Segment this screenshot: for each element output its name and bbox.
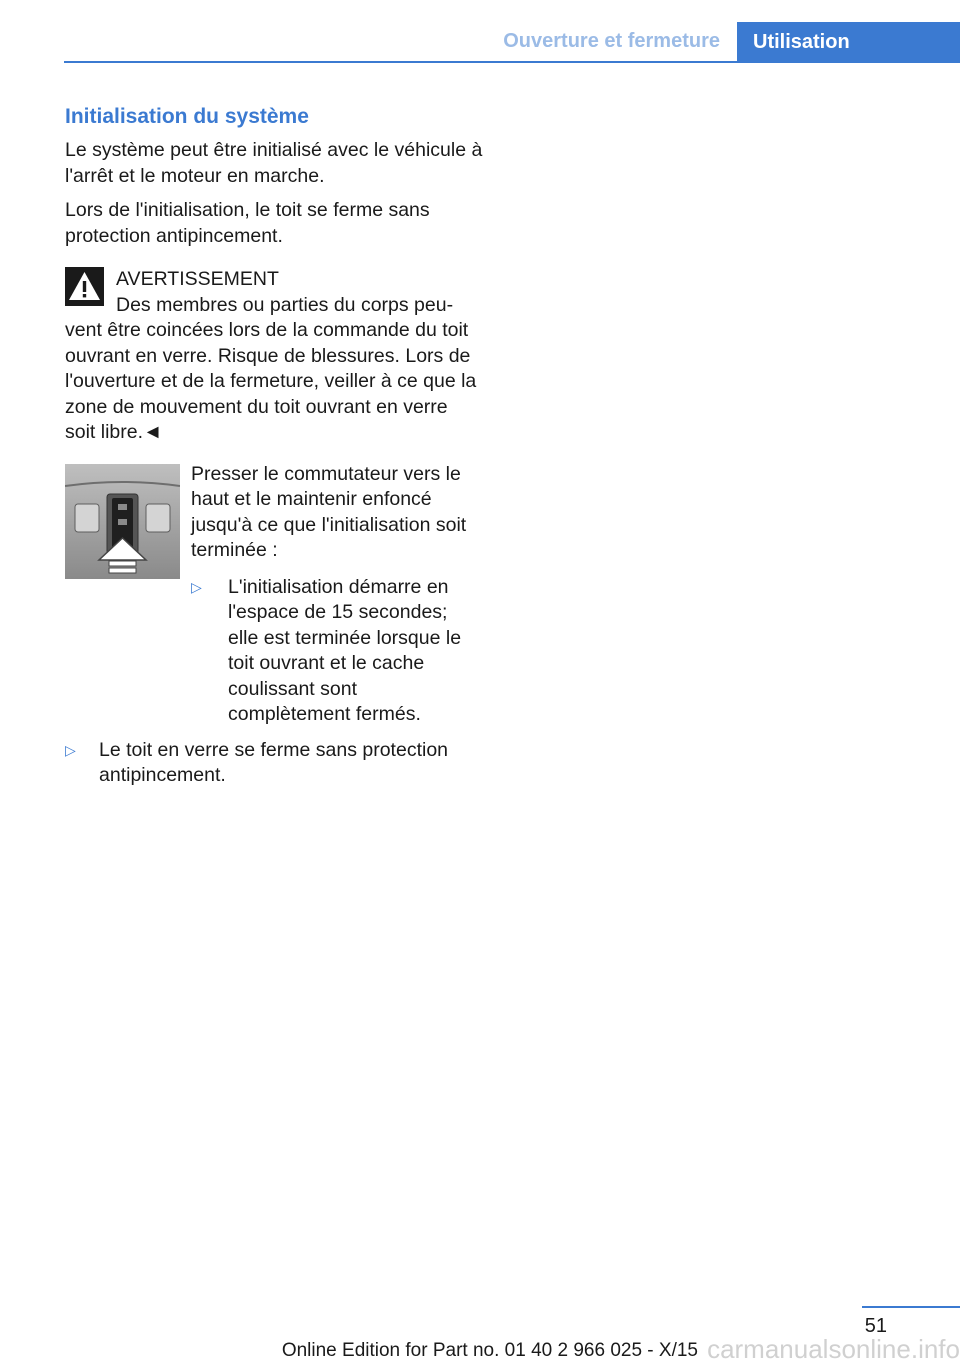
bullet-item-2 xyxy=(65,738,483,789)
warning-first-line: Des membres ou parties du corps peu- xyxy=(116,293,454,316)
watermark: carmanualsonline.info xyxy=(707,1334,960,1364)
page-number: 51 xyxy=(864,1315,887,1337)
section-heading: Initialisation du système xyxy=(65,105,309,128)
header-section-title: Ouverture et fermeture xyxy=(503,30,720,52)
bullet-text: L'initialisation démarre en l'espace de 15 secondes; elle est terminée lorsque le toit ouvrant et le cache coulissant sont complètement fermés. xyxy=(228,575,462,725)
bullet-text: Le toit en verre se ferme sans protection antipincement. xyxy=(99,738,449,786)
warning-triangle-icon xyxy=(65,267,104,306)
instruction-text: Presser le commutateur vers le haut et le maintenir enfoncé jusqu'à ce que l'initialisation soit terminée : xyxy=(191,462,467,561)
main-column xyxy=(65,103,483,789)
footer-rule xyxy=(862,1306,960,1308)
header-rule xyxy=(64,61,960,63)
instruction-text-block xyxy=(191,462,483,728)
bullet-triangle-icon: ▷ xyxy=(191,578,202,595)
paragraph-intro: Le système peut être initialisé avec le véhicule à l'arrêt et le moteur en marche. xyxy=(65,139,483,187)
roof-switch-illustration xyxy=(65,464,180,579)
warning-block xyxy=(65,267,483,446)
bullet-item-1 xyxy=(191,575,483,728)
warning-text: vent être coincées lors de la commande du toit ouvrant en verre. Risque de blessures. Lors de l'ouverture et de la fermeture, veiller à ce que la zone de mouvement du toit ouvrant en verre soit libre.◄ xyxy=(65,319,477,443)
bullet-triangle-icon: ▷ xyxy=(65,741,76,758)
header-chapter-tab: Utilisation xyxy=(737,22,960,62)
instruction-row xyxy=(65,462,483,728)
warning-title: AVERTISSEMENT xyxy=(116,268,279,290)
edition-note: Online Edition for Part no. 01 40 2 966 025 - X/15 xyxy=(281,1340,698,1361)
paragraph-protection: Lors de l'initialisation, le toit se ferme sans protection antipincement. xyxy=(65,199,430,247)
